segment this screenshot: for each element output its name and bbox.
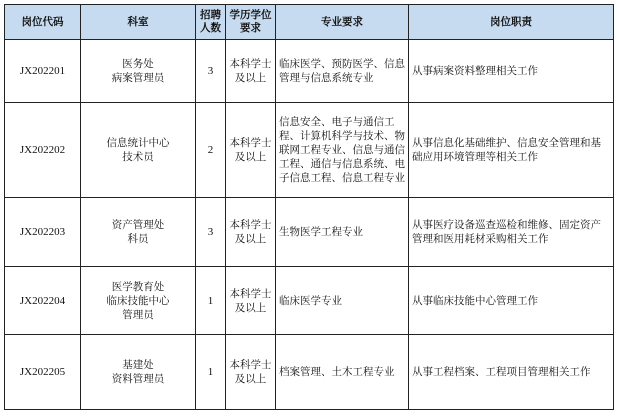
education-cell	[226, 198, 276, 267]
header-code: 岗位代码	[5, 5, 81, 40]
header-count	[196, 5, 226, 40]
education-line: 本科学士	[229, 137, 272, 149]
education-line: 本科学士	[229, 287, 272, 300]
department-line: 临床技能中心	[106, 294, 170, 307]
table-row	[5, 40, 614, 103]
education-line: 及以上	[234, 233, 267, 245]
table-row	[5, 335, 614, 410]
table-header-row	[5, 5, 614, 40]
job-duty: 从事信息化基础维护、信息安全管理和基础应用环境管理等相关工作	[409, 103, 614, 198]
header-education	[226, 5, 276, 40]
header-major: 专业要求	[276, 5, 409, 40]
education-line: 本科学士	[229, 359, 272, 371]
department-line: 医务处	[122, 58, 154, 70]
position-code: JX202204	[5, 267, 81, 335]
department-line: 资产管理处	[111, 219, 165, 231]
department-line: 资料管理员	[111, 373, 165, 385]
major-requirement: 档案管理、土木工程专业	[276, 335, 409, 410]
header-dept: 科室	[81, 5, 196, 40]
table-row	[5, 198, 614, 267]
education-cell	[226, 40, 276, 103]
position-code: JX202203	[5, 198, 81, 267]
department-cell	[81, 198, 196, 267]
headcount: 2	[196, 103, 226, 198]
position-code: JX202201	[5, 40, 81, 103]
department-line: 技术员	[122, 151, 154, 163]
department-line: 医学教育处	[111, 280, 165, 293]
header-edu-line1: 学历学位	[229, 9, 272, 21]
department-line: 管理员	[122, 308, 154, 321]
position-code: JX202202	[5, 103, 81, 198]
job-duty: 从事临床技能中心管理工作	[409, 267, 614, 335]
recruitment-table	[4, 4, 614, 410]
headcount: 3	[196, 198, 226, 267]
headcount: 1	[196, 267, 226, 335]
education-line: 本科学士	[229, 58, 272, 70]
headcount: 1	[196, 335, 226, 410]
department-cell	[81, 335, 196, 410]
education-cell	[226, 267, 276, 335]
table-row	[5, 103, 614, 198]
department-line: 信息统计中心	[106, 137, 170, 149]
department-line: 科员	[127, 233, 149, 245]
header-edu-line2: 要求	[240, 22, 261, 34]
position-code: JX202205	[5, 335, 81, 410]
education-line: 及以上	[234, 151, 267, 163]
header-count-line2: 人数	[200, 22, 221, 34]
header-count-line1: 招聘	[200, 9, 221, 21]
education-line: 及以上	[234, 373, 267, 385]
major-requirement: 生物医学工程专业	[276, 198, 409, 267]
department-line: 基建处	[122, 359, 154, 371]
job-duty: 从事医疗设备巡查巡检和维修、固定资产管理和医用耗材采购相关工作	[409, 198, 614, 267]
department-cell	[81, 40, 196, 103]
department-cell	[81, 267, 196, 335]
department-line: 病案管理员	[111, 72, 165, 84]
headcount: 3	[196, 40, 226, 103]
major-requirement: 信息安全、电子与通信工程、计算机科学与技术、物联网工程专业、信息与通信工程、通信与信息系统、电子信息工程、信息工程专业	[276, 103, 409, 198]
job-duty: 从事工程档案、工程项目管理相关工作	[409, 335, 614, 410]
department-cell	[81, 103, 196, 198]
table-row	[5, 267, 614, 335]
education-line: 及以上	[234, 301, 267, 314]
job-duty: 从事病案资料整理相关工作	[409, 40, 614, 103]
education-line: 本科学士	[229, 219, 272, 231]
major-requirement: 临床医学专业	[276, 267, 409, 335]
header-duty: 岗位职责	[409, 5, 614, 40]
education-cell	[226, 103, 276, 198]
education-cell	[226, 335, 276, 410]
education-line: 及以上	[234, 72, 267, 84]
major-requirement: 临床医学、预防医学、信息管理与信息系统专业	[276, 40, 409, 103]
